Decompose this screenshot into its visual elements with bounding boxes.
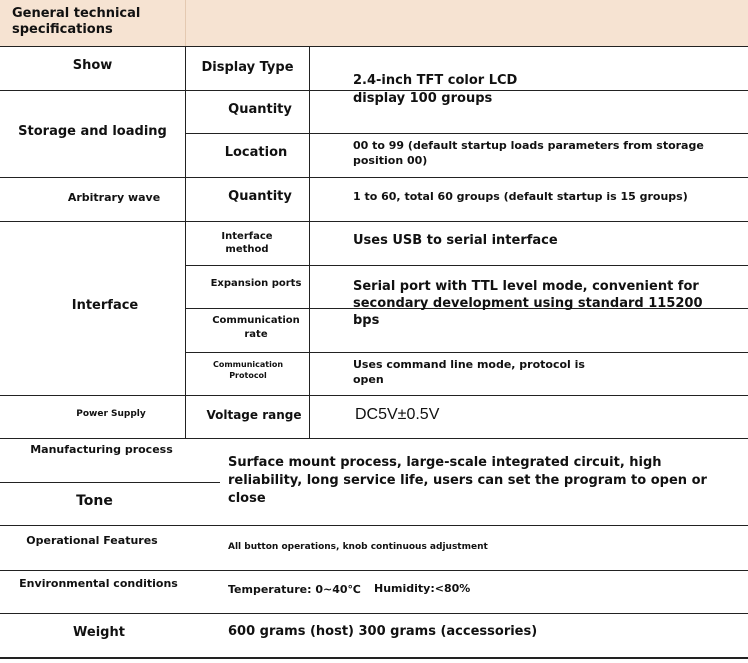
category-weight: Weight — [73, 625, 125, 640]
value-communication-protocol: Uses command line mode, protocol is open — [353, 358, 585, 386]
sub-interface-method: Interface method — [221, 231, 273, 255]
row-divider — [0, 613, 748, 614]
column-divider — [309, 46, 310, 395]
value-voltage-range: DC5V±0.5V — [355, 406, 440, 423]
value-operational: All button operations, knob continuous adjustment — [228, 542, 488, 552]
sub-expansion-ports: Expansion ports — [210, 278, 302, 289]
row-divider — [0, 438, 748, 439]
row-divider — [0, 657, 748, 659]
value-interface-method: Uses USB to serial interface — [353, 233, 558, 248]
sub-communication-protocol: Communication Protocol — [212, 360, 284, 380]
category-tone: Tone — [76, 493, 113, 509]
column-divider — [185, 0, 186, 46]
value-location: 00 to 99 (default startup loads parameters from storage position 00) — [353, 139, 704, 167]
category-show: Show — [72, 58, 113, 73]
row-divider — [0, 395, 748, 396]
value-weight: 600 grams (host) 300 grams (accessories) — [228, 624, 538, 639]
row-divider — [0, 177, 748, 178]
sub-communication-rate: Communication rate — [212, 315, 300, 340]
row-divider — [0, 570, 748, 571]
category-interface: Interface — [71, 298, 139, 313]
row-divider — [0, 46, 748, 47]
category-power-supply: Power Supply — [76, 409, 146, 419]
value-display-type: 2.4-inch TFT color LCD display 100 groups — [353, 73, 518, 106]
sub-location: Location — [224, 145, 288, 160]
row-divider — [0, 525, 748, 526]
sub-voltage-range: Voltage range — [206, 408, 302, 422]
sub-quantity-arbitrary: Quantity — [228, 189, 292, 204]
value-arbitrary-quantity: 1 to 60, total 60 groups (default startup is 15 groups) — [353, 190, 688, 203]
category-environmental: Environmental conditions — [19, 577, 178, 590]
row-divider — [186, 133, 748, 134]
row-divider — [0, 482, 220, 483]
sub-display-type: Display Type — [201, 60, 294, 75]
row-divider — [0, 221, 748, 222]
row-divider — [186, 265, 748, 266]
value-manufacturing: Surface mount process, large-scale integrated circuit, high reliability, long service life, users can set the program to open or close — [228, 455, 707, 506]
sub-quantity: Quantity — [228, 102, 292, 117]
value-temperature: Temperature: 0~40℃ — [228, 583, 361, 596]
row-divider — [186, 352, 748, 353]
category-manufacturing: Manufacturing process — [30, 443, 173, 456]
value-expansion-ports: Serial port with TTL level mode, convenient for secondary development using standard 115200 bps — [353, 279, 703, 328]
table-title: General technical specifications — [12, 6, 141, 38]
category-arbitrary-wave: Arbitrary wave — [67, 191, 161, 204]
category-operational: Operational Features — [26, 534, 158, 547]
value-humidity: Humidity:<80% — [374, 582, 471, 595]
category-storage: Storage and loading — [18, 124, 167, 139]
